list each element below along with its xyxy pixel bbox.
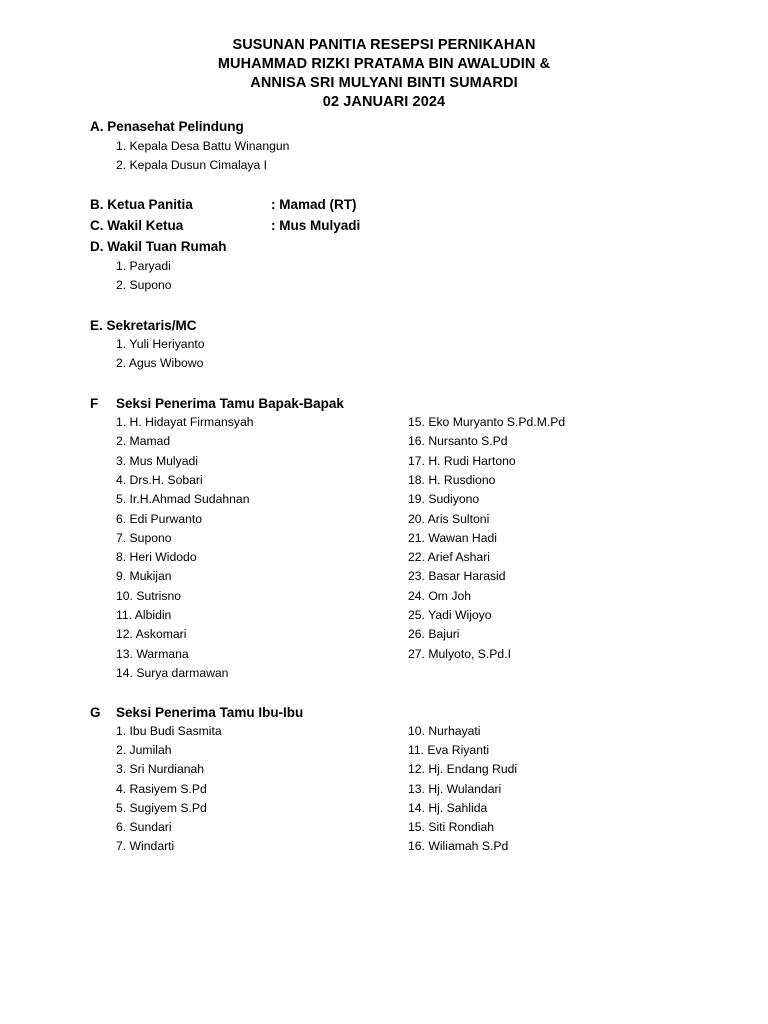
list-item: 25. Yadi Wijoyo: [408, 608, 492, 622]
list-item: 7. Windarti: [116, 839, 175, 854]
list-item: 3. Mus Mulyadi: [116, 453, 198, 468]
section-c-value: : Mus Mulyadi: [271, 218, 361, 233]
list-item: 18. H. Rusdiono: [408, 472, 496, 487]
section-g-heading: Seksi Penerima Tamu Ibu-Ibu: [116, 705, 304, 720]
list-item: 1. H. Hidayat Firmansyah: [116, 415, 254, 429]
list-item: 16. Wiliamah S.Pd: [408, 839, 509, 854]
list-item: 22. Arief Ashari: [408, 550, 490, 565]
section-f-heading: Seksi Penerima Tamu Bapak-Bapak: [116, 396, 344, 411]
list-item: 26. Bajuri: [408, 627, 460, 642]
list-item: 10. Sutrisno: [116, 588, 182, 603]
list-item: 17. H. Rudi Hartono: [408, 453, 516, 468]
section-d-item: 1. Paryadi: [116, 259, 171, 273]
section-b-label: B. Ketua Panitia: [90, 197, 193, 212]
list-item: 12. Askomari: [116, 627, 187, 642]
section-a-item: 1. Kepala Desa Battu Winangun: [116, 139, 290, 153]
list-item: 12. Hj. Endang Rudi: [408, 762, 518, 777]
section-e-item: 1. Yuli Heriyanto: [116, 337, 205, 351]
section-c-label: C. Wakil Ketua: [90, 218, 184, 233]
section-d-item: 2. Supono: [116, 278, 172, 292]
list-item: 6. Edi Purwanto: [116, 511, 203, 526]
list-item: 20. Aris Sultoni: [408, 511, 490, 526]
title-line-2: MUHAMMAD RIZKI PRATAMA BIN AWALUDIN &: [217, 56, 551, 72]
list-item: 19. Sudiyono: [408, 492, 480, 507]
list-item: 4. Rasiyem S.Pd: [116, 781, 207, 796]
list-item: 2. Mamad: [116, 434, 171, 449]
list-item: 7. Supono: [116, 530, 172, 545]
section-d-heading: D. Wakil Tuan Rumah: [90, 239, 227, 254]
list-item: 6. Sundari: [116, 820, 172, 834]
document-title: [0, 36, 768, 112]
list-item: 8. Heri Widodo: [116, 550, 197, 565]
list-item: 11. Eva Riyanti: [408, 743, 490, 758]
list-item: 24. Om Joh: [408, 588, 471, 603]
list-item: 13. Warmana: [116, 646, 189, 661]
section-a-item: 2. Kepala Dusun Cimalaya I: [116, 158, 268, 172]
list-item: 23. Basar Harasid: [408, 569, 506, 584]
section-e-item: 2. Agus Wibowo: [116, 356, 204, 370]
list-item: 16. Nursanto S.Pd: [408, 434, 508, 449]
list-item: 15. Siti Rondiah: [408, 820, 495, 834]
list-item: 13. Hj. Wulandari: [408, 781, 502, 796]
list-item: 9. Mukijan: [116, 569, 172, 584]
section-f-letter: F: [90, 396, 99, 411]
list-item: 1. Ibu Budi Sasmita: [116, 724, 222, 738]
list-item: 5. Ir.H.Ahmad Sudahnan: [116, 492, 250, 507]
list-item: 14. Hj. Sahlida: [408, 800, 488, 815]
list-item: 15. Eko Muryanto S.Pd.M.Pd: [408, 415, 566, 429]
title-line-1: SUSUNAN PANITIA RESEPSI PERNIKAHAN: [232, 37, 536, 53]
list-item: 10. Nurhayati: [408, 724, 481, 738]
list-item: 2. Jumilah: [116, 743, 172, 758]
section-b-value: : Mamad (RT): [271, 197, 357, 212]
title-line-3: ANNISA SRI MULYANI BINTI SUMARDI: [250, 75, 518, 91]
section-a-heading: A. Penasehat Pelindung: [90, 119, 244, 134]
list-item: 21. Wawan Hadi: [408, 530, 497, 545]
list-item: 4. Drs.H. Sobari: [116, 472, 203, 487]
title-line-4: 02 JANUARI 2024: [322, 94, 446, 110]
list-item: 11. Albidin: [116, 608, 172, 622]
list-item: 5. Sugiyem S.Pd: [116, 800, 207, 815]
list-item: 14. Surya darmawan: [116, 665, 229, 680]
list-item: 27. Mulyoto, S.Pd.I: [408, 646, 511, 661]
section-e-heading: E. Sekretaris/MC: [90, 318, 197, 333]
section-g-letter: G: [90, 705, 101, 720]
list-item: 3. Sri Nurdianah: [116, 762, 205, 777]
